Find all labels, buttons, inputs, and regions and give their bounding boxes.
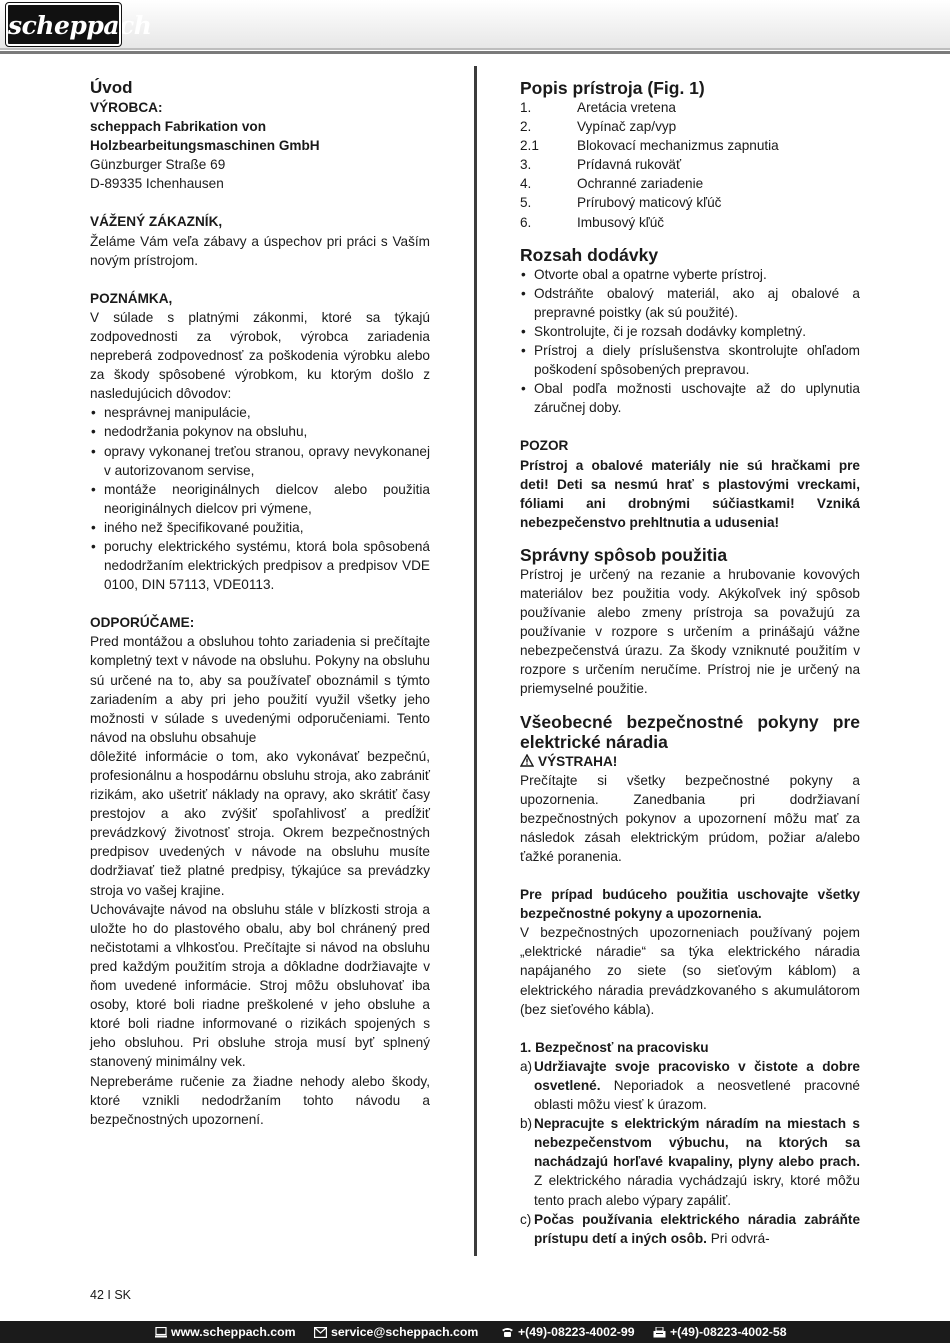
page-header (0, 0, 950, 50)
caution-text: Prístroj a obalové materiály nie sú hračkami pre deti! Deti sa nesmú hrať s plastovými vreckami, fóliami ani drobnými súčiastkami! Vzniká nebezpečenstvo prehltnutia a udusenia! (520, 457, 860, 530)
recommend-paragraph: Nepreberáme ručenie za žiadne nehody alebo škody, ktoré vznikli nedodržaním tohto návodu a bezpečnostných upozornení. (90, 1073, 430, 1127)
list-item: 3. Prídavná rukoväť (520, 157, 682, 173)
manufacturer-label: VÝROBCA: (90, 100, 163, 115)
warning-text: Prečítajte si všetky bezpečnostné pokyny a upozornenia. Zanedbania pri dodržiavaní bezpečnostných pokynov a upozornení môžu mať za následok zásah elektrickým prúdom, požiar a/alebo ťažké poranenia. (520, 772, 860, 864)
list-item: a) Udržiavajte svoje pracovisko v čistote a dobre osvetlené. Neporiadok a neosvetlené pracovné oblasti môžu viesť k úrazom. (520, 1058, 860, 1113)
page-number: 42 I SK (90, 1288, 131, 1302)
proper-use-title: Správny spôsob použitia (520, 544, 728, 565)
list-item: • Obal podľa možnosti uschovajte až do uplynutia záručnej doby. (520, 379, 860, 417)
computer-icon (155, 1327, 167, 1338)
customer-label: VÁŽENÝ ZÁKAZNÍK, (90, 214, 223, 230)
intro-title: Úvod (90, 78, 133, 97)
list-item: c) Počas používania elektrického náradia zabráňte prístupu detí a iných osôb. Pri odvrá- (520, 1211, 860, 1246)
phone-icon (501, 1327, 514, 1338)
left-column (90, 78, 430, 1129)
liability-list (90, 403, 430, 594)
warning-triangle-icon (520, 754, 534, 767)
keep-instructions-text: Pre prípad budúceho použitia uschovajte všetky bezpečnostné pokyny a upozornenia. (520, 887, 860, 922)
note-label: POZNÁMKA, (90, 290, 173, 306)
list-item: 1. Aretácia vretena (520, 100, 676, 115)
list-item: • nesprávnej manipulácie, (90, 403, 430, 422)
footer-website[interactable]: www.scheppach.com (155, 1321, 296, 1343)
column-divider (474, 66, 477, 1256)
list-item: • montáže neoriginálnych dielcov alebo použitia neoriginálnych dielcov pri výmene, (90, 480, 430, 518)
customer-text: Želáme Vám veľa zábavy a úspechov pri práci s Vaším novým prístrojom. (90, 233, 430, 268)
list-item: • Prístroj a diely príslušenstva skontrolujte ohľadom poškodení spôsobených prepravou. (520, 341, 860, 379)
address-line: D-89335 Ichenhausen (90, 176, 224, 192)
note-text: V súlade s platnými zákonmi, ktoré sa týkajú zodpovednosti za výrobok, výrobca zariadenia nepreberá zodpovednosť za poškodenia výrobku alebo za škody spôsobené výrobkom, ku ktorým došlo z nasledujúcich dôvodov: (90, 309, 430, 402)
warning-heading: VÝSTRAHA! (520, 752, 860, 771)
scope-list (520, 265, 860, 418)
proper-use-text: Prístroj je určený na rezanie a hrubovanie kovových materiálov bez použitia vody. Akýkoľvek iný spôsob používanie alebo zmeny prístroja sa považujú za používanie v rozpore s určením a prinášajú vážne nebezpečenstvá úrazu. Za škody vzniknuté použitím v rozpore s určením neručíme. Prístroj nie je určený na priemyselné použitie. (520, 566, 860, 697)
fax-icon (653, 1327, 666, 1338)
list-item: • poruchy elektrického systému, ktorá bola spôsobená nedodržaním elektrických predpisov a predpisov VDE 0100, DIN 57113, VDE0113. (90, 537, 430, 594)
list-item: • iného než špecifikované použitia, (90, 518, 430, 537)
workplace-safety-title: 1. Bezpečnosť na pracovisku (520, 1039, 709, 1055)
caution-label: POZOR (520, 438, 569, 454)
recommend-paragraph: Pred montážou a obsluhou tohto zariadenia si prečítajte kompletný text v návode na obsluhu. Pokyny na obsluhu sú určené na to, aby sa používateľ oboznámil s týmto zariadením a aby pri jeho použití využil všetky jeho možnosti v súlade s uvedenými odporučeniami. Tento návod na obsluhu obsahuje (90, 634, 430, 745)
footer-fax[interactable]: +(49)-08223-4002-58 (653, 1321, 787, 1343)
header-divider (0, 48, 950, 50)
parts-list (520, 98, 860, 232)
list-item: b) Nepracujte s elektrickým náradím na miestach s nebezpečenstvom výbuchu, na ktorých sa nachádzajú horľavé kvapaliny, plyny alebo prach. Z elektrického náradia vychádzajú iskry, ktoré môžu tento prach alebo výpary zapáliť. (520, 1116, 860, 1208)
footer-email[interactable]: service@scheppach.com (314, 1321, 478, 1343)
list-item: • Skontrolujte, či je rozsah dodávky kompletný. (520, 322, 860, 341)
list-item: • Odstráňte obalový materiál, ako aj obalové a prepravné poistky (ak sú použité). (520, 284, 860, 322)
list-item: 6. Imbusový kľúč (520, 214, 665, 230)
right-column (520, 78, 860, 1248)
footer-phone[interactable]: +(49)-08223-4002-99 (501, 1321, 635, 1343)
list-item: 2. Vypínač zap/vyp (520, 119, 677, 135)
manufacturer-name-line: scheppach Fabrikation von (90, 119, 267, 135)
address-line: Günzburger Straße 69 (90, 157, 226, 173)
list-item: • nedodržania pokynov na obsluhu, (90, 422, 430, 441)
header-divider-dark (0, 51, 950, 54)
list-item: • Otvorte obal a opatrne vyberte prístroj. (520, 265, 860, 284)
list-item: 2.1 Blokovací mechanizmus zapnutia (520, 138, 779, 154)
device-description-title: Popis prístroja (Fig. 1) (520, 78, 705, 98)
scope-title: Rozsah dodávky (520, 244, 659, 265)
power-tool-term-text: V bezpečnostných upozorneniach používaný pojem „elektrické náradie“ sa týka elektrického náradia napájaného zo siete (so sieťovým káblom) a elektrického náradia prevádzkovaného s akumulátorom (bez sieťového kábla). (520, 925, 860, 1017)
page-footer (0, 1321, 950, 1343)
scheppach-logo: scheppach (6, 3, 121, 46)
recommend-paragraph: Uchovávajte návod na obsluhu stále v blízkosti stroja a uložte ho do plastového obalu, aby bol chránený pred nečistotami a vlhkosťou. Prečítajte si návod na obsluhu pred každým použitím stroja a dôkladne dodržiavajte v ňom uvedené informácie. Stroj môžu obsluhovať iba osoby, ktoré boli riadne preškolené v jeho obsluhe a ktoré boli riadne informované o rizikách spojených s jeho obsluhou. Pri obsluhe stroja musí byť splnený stanovený minimálny vek. (90, 901, 430, 1070)
list-item: 4. Ochranné zariadenie (520, 176, 704, 192)
safety-title: Všeobecné bezpečnostné pokyny pre elektrické náradia (520, 711, 860, 752)
recommend-paragraph: dôležité informácie o tom, ako vykonávať bezpečnú, profesionálnu a hospodárnu obsluhu stroja, ako zabrániť rizikám, ako ušetriť náklady na opravy, ako skrátiť časy prestojov a ako zvýšiť spoľahlivosť a predĺžiť prevádzkový životnosť stroja. Okrem bezpečnostných predpisov uvedených v návode na obsluhu musíte dodržiavať tiež platné predpisy, týkajúce sa prevádzky stroja vo vašej krajine. (90, 748, 430, 898)
list-item: 5. Prírubový maticový kľúč (520, 195, 722, 211)
recommend-label: ODPORÚČAME: (90, 615, 195, 631)
email-icon (314, 1327, 327, 1338)
list-item: • opravy vykonanej treťou stranou, opravy nevykonanej v autorizovanom servise, (90, 442, 430, 480)
manufacturer-name-line: Holzbearbeitungsmaschinen GmbH (90, 138, 320, 154)
